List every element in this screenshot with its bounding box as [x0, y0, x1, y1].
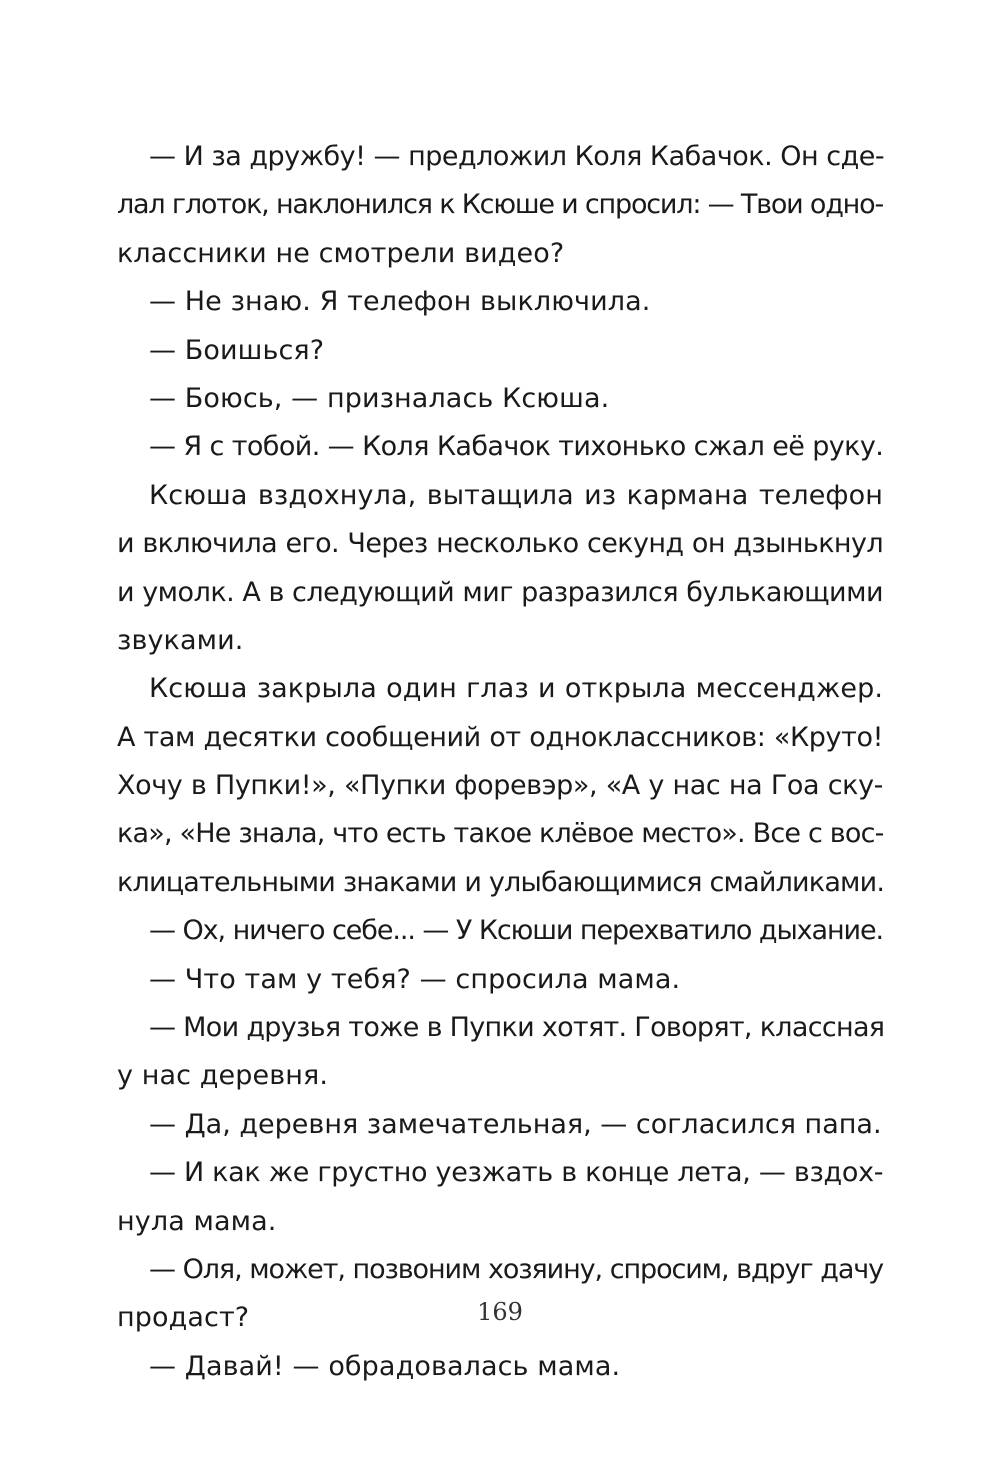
text-line: у нас деревня. — [117, 1060, 329, 1092]
text-line: и умолк. А в следующий миг разразился булькающими — [117, 576, 883, 608]
text-line: — Боюсь, — призналась Ксюша. — [149, 382, 610, 414]
text-line: нула мама. — [117, 1205, 277, 1237]
text-line: — Боишься? — [149, 334, 325, 366]
text-line: — Мои друзья тоже в Пупки хотят. Говорят, классная — [149, 1012, 885, 1044]
text-line: и включила его. Через несколько секунд он дзынькнул — [117, 528, 883, 560]
text-line: — Что там у тебя? — спросила мама. — [149, 963, 681, 995]
text-line: — Оля, может, позвоним хозяину, спросим, вдруг дачу — [149, 1253, 883, 1285]
text-line: — Ох, ничего себе... — У Ксюши перехватило дыхание. — [149, 915, 883, 947]
text-line: классники не смотрели видео? — [117, 237, 565, 269]
text-line: продаст? — [117, 1302, 250, 1334]
text-line: Хочу в Пупки!», «Пупки форевэр», «А у нас на Гоа ску- — [117, 770, 883, 802]
page-number: 169 — [477, 1298, 523, 1326]
text-line: звуками. — [117, 624, 244, 656]
text-line: Ксюша вздохнула, вытащила из кармана телефон — [149, 479, 883, 511]
text-line: — И как же грустно уезжать в конце лета, — вздох- — [149, 1157, 884, 1189]
text-line: — Не знаю. Я телефон выключила. — [149, 286, 651, 318]
text-line: ка», «Не знала, что есть такое клёвое место». Все с вос- — [117, 818, 884, 850]
text-line: лал глоток, наклонился к Ксюше и спросил: — Твои одно- — [117, 189, 883, 221]
text-line: — Давай! — обрадовалась мама. — [149, 1350, 621, 1382]
text-line: А там десятки сообщений от одноклассников: «Круто! — [117, 721, 883, 753]
text-line: клицательными знаками и улыбающимися смайликами. — [117, 866, 885, 898]
text-line: — И за дружбу! — предложил Коля Кабачок. Он сде- — [149, 141, 885, 172]
body-text — [117, 133, 883, 1391]
text-line: — Да, деревня замечательная, — согласился папа. — [149, 1108, 882, 1140]
text-line: — Я с тобой. — Коля Кабачок тихонько сжал её руку. — [149, 431, 884, 463]
text-line: Ксюша закрыла один глаз и открыла мессенджер. — [149, 673, 883, 705]
